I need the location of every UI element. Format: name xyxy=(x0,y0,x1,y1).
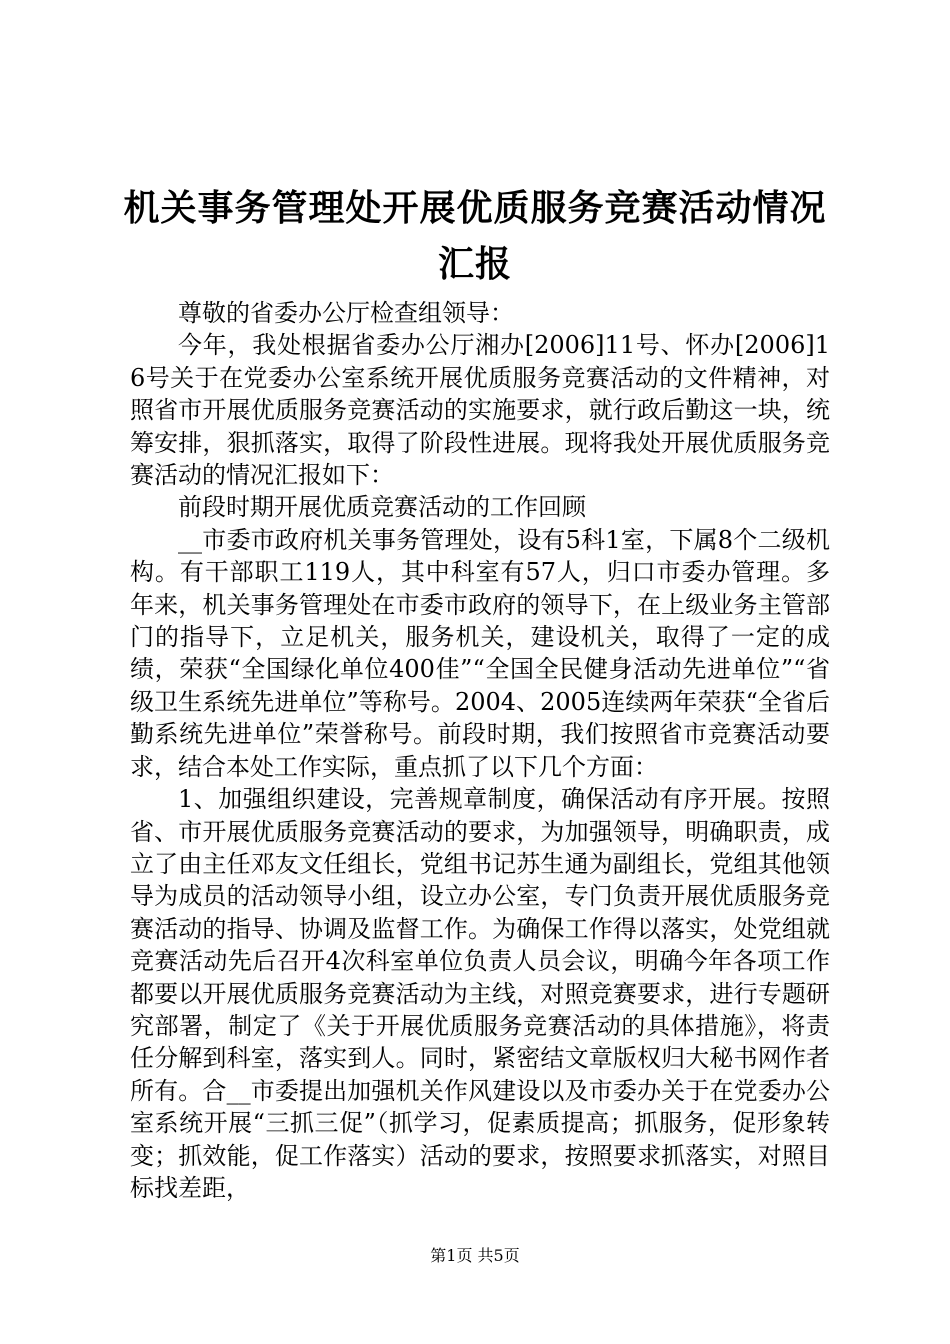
document-body xyxy=(130,297,830,1204)
intro-paragraph: 今年，我处根据省委办公厅湘办[2006]11号、怀办[2006]16号关于在党委办公室系统开展优质服务竞赛活动的文件精神，对照省市开展优质服务竞赛活动的实施要求，就行政后勤这一块，统筹安排，狠抓落实，取得了阶段性进展。现将我处开展优质服务竞赛活动的情况汇报如下： xyxy=(130,331,830,490)
measures-paragraph: 1、加强组织建设，完善规章制度，确保活动有序开展。按照省、市开展优质服务竞赛活动的要求，为加强领导，明确职责，成立了由主任邓友文任组长，党组书记苏生通为副组长，党组其他领导为成员的活动领导小组，设立办公室，专门负责开展优质服务竞赛活动的指导、协调及监督工作。为确保工作得以落实，处党组就竞赛活动先后召开4次科室单位负责人员会议，明确今年各项工作都要以开展优质服务竞赛活动为主线，对照竞赛要求，进行专题研究部署，制定了《关于开展优质服务竞赛活动的具体措施》，将责任分解到科室，落实到人。同时，紧密结文章版权归大秘书网作者所有。合__市委提出加强机关作风建设以及市委办关于在党委办公室系统开展“三抓三促”（抓学习，促素质提高；抓服务，促形象转变；抓效能，促工作落实）活动的要求，按照要求抓落实，对照目标找差距， xyxy=(130,785,830,1202)
background-paragraph: __市委市政府机关事务管理处，设有5科1室，下属8个二级机构。有干部职工119人，其中科室有57人，归口市委办管理。多年来，机关事务管理处在市委市政府的领导下，在上级业务主管部门的指导下，立足机关，服务机关，建设机关，取得了一定的成绩，荣获“全国绿化单位400佳”“全国全民健身活动先进单位”“省级卫生系统先进单位”等称号。2004、2005连续两年荣获“全省后勤系统先进单位”荣誉称号。前段时期，我们按照省市竞赛活动要求，结合本处工作实际，重点抓了以下几个方面： xyxy=(130,525,830,781)
page-number-footer: 第1页 共5页 xyxy=(430,1246,520,1265)
salutation: 尊敬的省委办公厅检查组领导： xyxy=(178,299,514,327)
document-title: 机关事务管理处开展优质服务竞赛活动情况汇报 xyxy=(123,187,827,285)
section-heading: 前段时期开展优质竞赛活动的工作回顾 xyxy=(178,493,586,522)
